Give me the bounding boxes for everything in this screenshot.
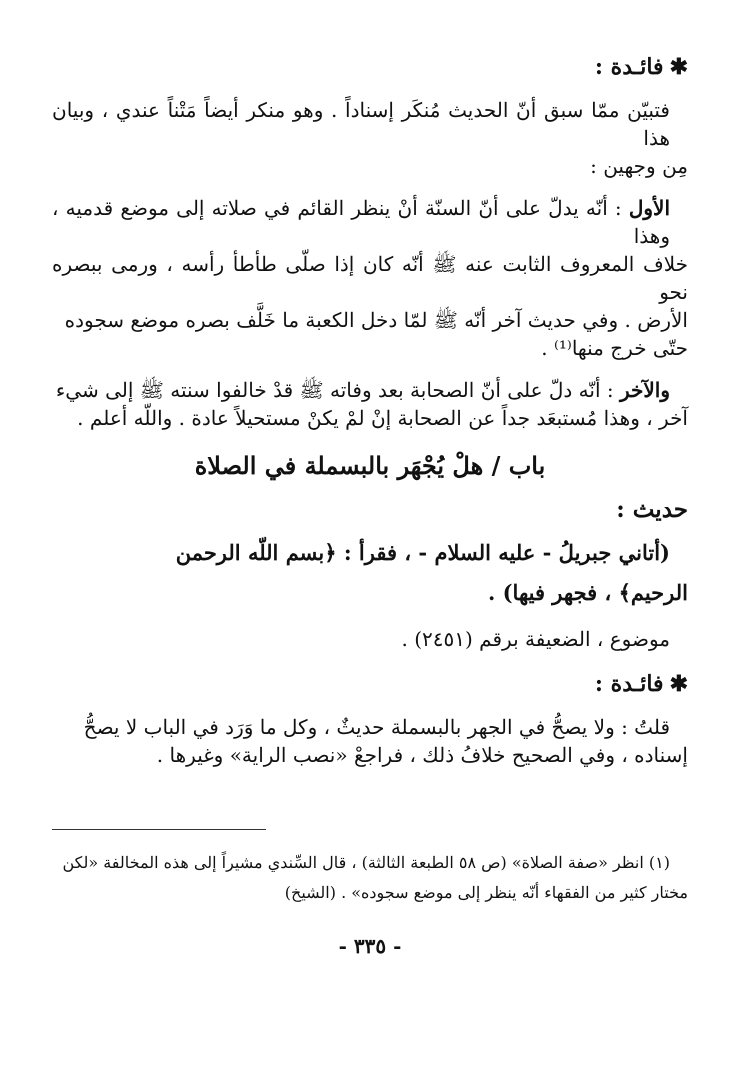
text-line bbox=[52, 376, 688, 404]
page-number: - ٣٣٥ - bbox=[338, 934, 402, 958]
paragraph-note bbox=[52, 713, 688, 769]
text-line: آخر ، وهذا مُستبعَد جداً عن الصحابة إنْ لمْ يكنْ مستحيلاً عادة . واللّه أعلم . bbox=[77, 406, 688, 430]
text-line: مِن وجهين : bbox=[590, 154, 688, 178]
hadith-line: الرحيم﴾ ، فجهر فيها) . bbox=[487, 580, 688, 605]
benefit-heading-text: فائـدة : bbox=[594, 671, 664, 697]
paragraph-second-point bbox=[52, 376, 688, 432]
paragraph-first-point bbox=[52, 194, 688, 362]
paragraph-intro bbox=[52, 96, 688, 180]
text-line bbox=[52, 194, 688, 250]
first-line-text: : أنّه يدلّ على أنّ السنّة أنْ ينظر القائم في صلاته إلى موضع قدميه ، وهذا bbox=[52, 196, 670, 248]
hadith-line: (أتاني جبريلُ - عليه السلام - ، فقرأ : ﴿بسم اللّه الرحمن bbox=[175, 540, 670, 565]
hadith-text bbox=[52, 533, 688, 613]
benefit-heading-2 bbox=[52, 669, 688, 699]
text-line: الأرض . وفي حديث آخر أنّه ﷺ لمّا دخل الكعبة ما خَلَّف بصره موضع سجوده bbox=[64, 308, 688, 332]
text-line: قلتُ : ولا يصحُّ في الجهر بالبسملة حديثٌ ، وكل ما وَرَد في الباب لا يصحُّ bbox=[83, 715, 670, 739]
hadith-label: حديث : bbox=[616, 496, 688, 523]
footnote bbox=[52, 848, 688, 908]
benefit-heading-text: فائـدة : bbox=[594, 54, 664, 80]
asterisk-icon: ✱ bbox=[669, 54, 688, 80]
text-line: حتّى خرج منها⁽¹⁾ . bbox=[541, 336, 688, 360]
footnote-line: (١) انظر «صفة الصلاة» (ص ٥٨ الطبعة الثالثة) ، قال السِّندي مشيراً إلى هذه المخالفة «لكن bbox=[62, 853, 670, 872]
chapter-title: باب / هلْ يُجْهَر بالبسملة في الصلاة bbox=[194, 451, 546, 480]
benefit-heading bbox=[52, 52, 688, 82]
first-label: الأول bbox=[628, 196, 670, 220]
asterisk-icon: ✱ bbox=[669, 671, 688, 697]
text-line: خلاف المعروف الثابت عنه ﷺ أنّه كان إذا صلّى طأطأ رأسه ، ورمى ببصره نحو bbox=[52, 252, 688, 304]
text-line: فتبيّن ممّا سبق أنّ الحديث مُنكَر إسناداً . وهو منكر أيضاً مَتْناً عندي ، وبيان هذا bbox=[52, 98, 670, 150]
other-line-text: : أنّه دلّ على أنّ الصحابة بعد وفاته ﷺ قدْ خالفوا سنته ﷺ إلى شيء bbox=[55, 378, 620, 402]
other-label: والآخر bbox=[619, 378, 670, 402]
footnote-divider bbox=[52, 829, 266, 830]
text-line: إسناده ، وفي الصحيح خلافُ ذلك ، فراجعْ «نصب الراية» وغيرها . bbox=[156, 743, 688, 767]
footnote-divider-wrap bbox=[52, 829, 688, 830]
hadith-verdict: موضوع ، الضعيفة برقم (٢٤٥١) . bbox=[401, 627, 670, 651]
footnote-line: مختار كثير من الفقهاء أنّه ينظر إلى موضع سجوده» . (الشيخ) bbox=[284, 883, 688, 902]
